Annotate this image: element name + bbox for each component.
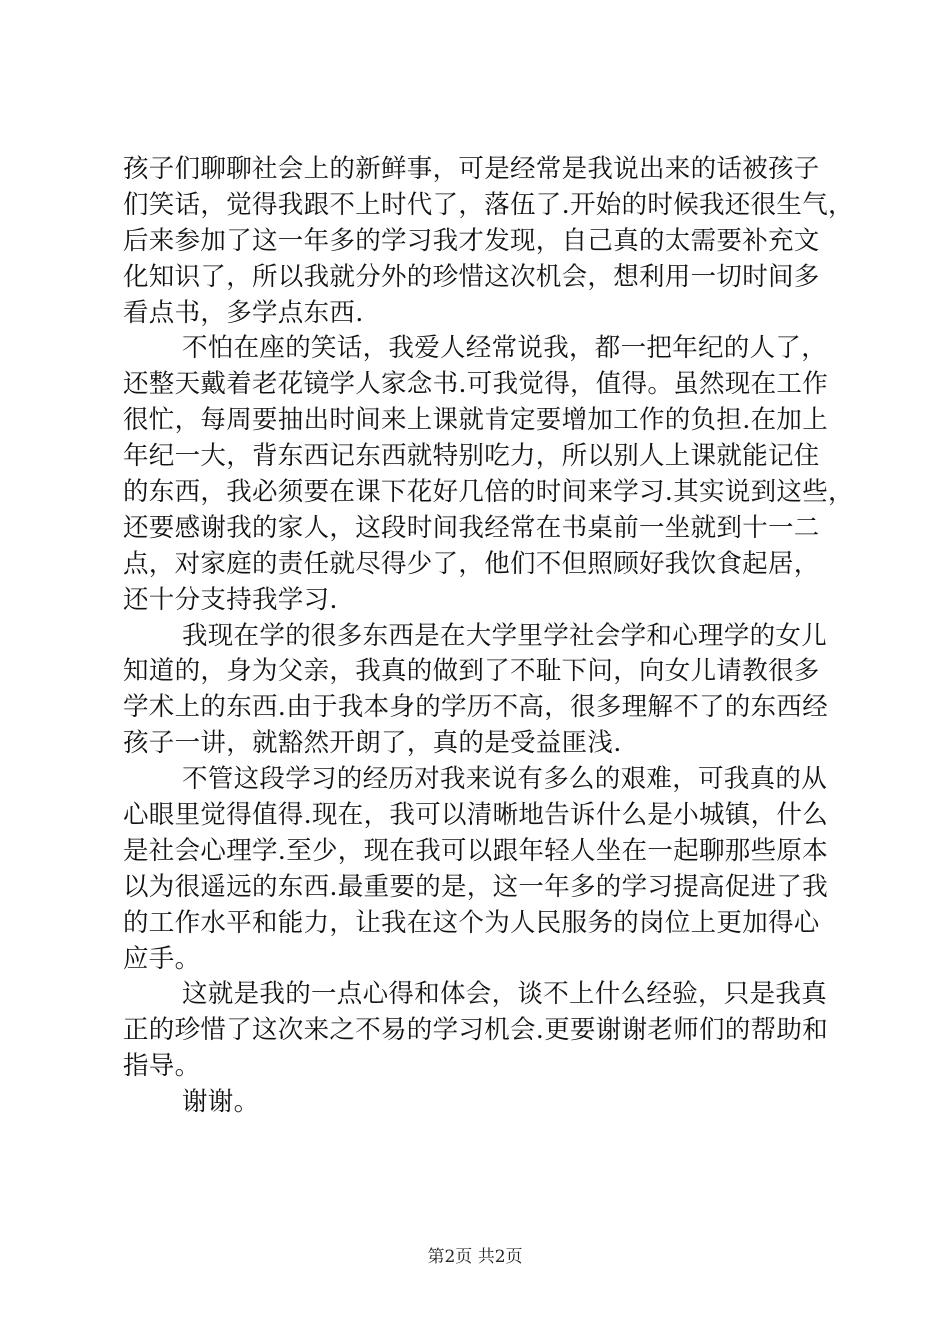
text-line: 化知识了，所以我就分外的珍惜这次机会，想利用一切时间多	[123, 261, 820, 292]
text-line: 正的珍惜了这次来之不易的学习机会.更要谢谢老师们的帮助和	[123, 1015, 829, 1046]
paragraph-first-line: 谢谢。	[182, 1087, 260, 1118]
text-line: 应手。	[123, 943, 201, 974]
text-line: 还整天戴着老花镜学人家念书.可我觉得，值得。虽然现在工作	[123, 369, 829, 400]
text-line: 很忙，每周要抽出时间来上课就肯定要增加工作的负担.在加上	[123, 405, 829, 436]
paragraph-first-line: 这就是我的一点心得和体会，谈不上什么经验，只是我真	[182, 979, 828, 1010]
text-line: 指导。	[123, 1051, 201, 1082]
text-line: 孩子们聊聊社会上的新鲜事，可是经常是我说出来的话被孩子	[123, 154, 820, 184]
text-line: 是社会心理学.至少，现在我可以跟年轻人坐在一起聊那些原本	[123, 835, 829, 866]
page-number-footer: 第2页 共2页	[427, 1247, 523, 1267]
text-line: 还要感谢我的家人，这段时间我经常在书桌前一坐就到十一二	[123, 512, 820, 543]
text-line: 年纪一大，背东西记东西就特别吃力，所以别人上课就能记住	[123, 441, 820, 472]
text-line: 心眼里觉得值得.现在，我可以清晰地告诉什么是小城镇，什么	[123, 800, 829, 831]
paragraph-first-line: 不怕在座的笑话，我爱人经常说我，都一把年纪的人了，	[182, 333, 828, 364]
text-line: 们笑话，觉得我跟不上时代了，落伍了.开始的时候我还很生气，	[123, 189, 854, 220]
text-line: 以为很遥远的东西.最重要的是，这一年多的学习提高促进了我	[123, 871, 829, 902]
paragraph-first-line: 我现在学的很多东西是在大学里学社会学和心理学的女儿	[182, 620, 828, 651]
text-line: 还十分支持我学习.	[123, 584, 338, 615]
text-line: 的东西，我必须要在课下花好几倍的时间来学习.其实说到这些，	[123, 477, 854, 508]
text-line: 孩子一讲，就豁然开朗了，真的是受益匪浅.	[123, 728, 622, 759]
text-line: 的工作水平和能力，让我在这个为人民服务的岗位上更加得心	[123, 907, 820, 938]
text-line: 点，对家庭的责任就尽得少了，他们不但照顾好我饮食起居，	[123, 548, 820, 579]
document-body	[123, 152, 854, 1121]
text-line: 后来参加了这一年多的学习我才发现，自己真的太需要补充文	[123, 225, 820, 256]
text-line: 知道的，身为父亲，我真的做到了不耻下问，向女儿请教很多	[123, 656, 820, 687]
text-line: 学术上的东西.由于我本身的学历不高，很多理解不了的东西经	[123, 692, 829, 723]
text-line: 看点书，多学点东西.	[123, 297, 364, 328]
paragraph-first-line: 不管这段学习的经历对我来说有多么的艰难，可我真的从	[182, 764, 828, 795]
